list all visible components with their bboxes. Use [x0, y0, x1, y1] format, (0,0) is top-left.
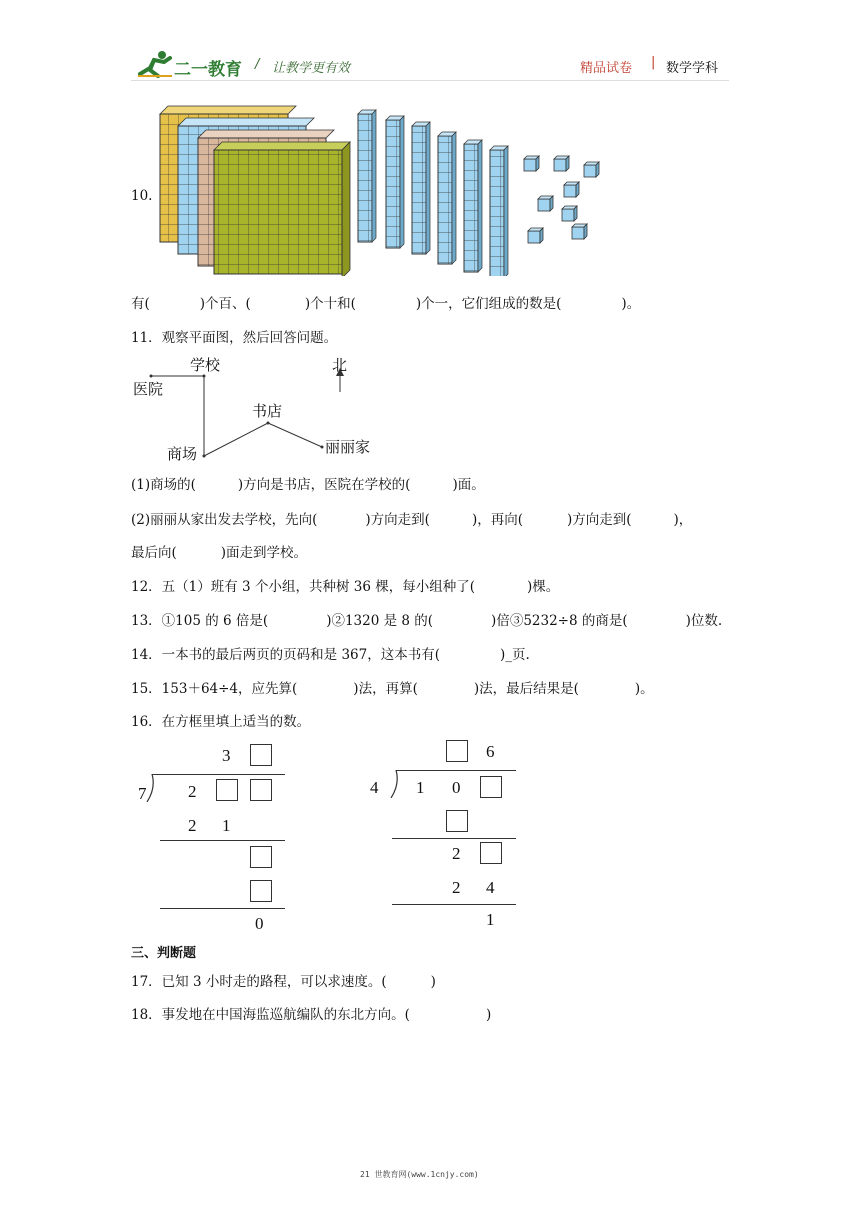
div2-rem: 1 — [486, 910, 495, 929]
div2-q-digit: 6 — [486, 742, 495, 761]
div2-p2b: 4 — [486, 878, 495, 897]
unit-cubes — [524, 156, 599, 243]
base-ten-blocks-figure — [158, 104, 608, 276]
div2-d2: 0 — [452, 778, 461, 797]
division-1 — [130, 738, 300, 938]
ten-rods — [358, 110, 508, 276]
logo-text: 二一教育 — [174, 60, 242, 80]
div2-box-s2[interactable] — [480, 842, 502, 864]
div1-p1b: 1 — [222, 816, 231, 835]
div1-box-d2[interactable] — [216, 779, 238, 801]
q11-part2b: 最后向( )面走到学校。 — [131, 545, 308, 561]
div1-d1: 2 — [188, 782, 197, 801]
slogan-slash: / — [255, 57, 260, 72]
div1-rem: 0 — [255, 914, 264, 933]
q16-title: 16．在方框里填上适当的数。 — [131, 714, 311, 730]
map-lili-home: 丽丽家 — [325, 438, 371, 456]
q15: 15．153＋64÷4，应先算( )法，再算( )法，最后结果是( )。 — [131, 681, 654, 697]
div2-s1: 2 — [452, 844, 461, 863]
header-right-left: 精品试卷 — [580, 61, 633, 76]
map-bookstore: 书店 — [252, 402, 283, 420]
runner-logo-icon — [136, 50, 174, 78]
header — [0, 0, 860, 90]
q11-map — [130, 350, 390, 465]
q17: 17．已知 3 小时走的路程，可以求速度。( ) — [131, 974, 436, 990]
div2-divisor: 4 — [370, 778, 379, 797]
div1-box-r1[interactable] — [250, 846, 272, 868]
q10-text: 有( )个百、( )个十和( )个一，它们组成的数是( )。 — [131, 296, 641, 312]
map-school: 学校 — [190, 356, 221, 374]
div2-box-d3[interactable] — [480, 776, 502, 798]
div2-box-p1[interactable] — [446, 810, 468, 832]
div1-p1a: 2 — [188, 816, 197, 835]
q11-part2: (2)丽丽从家出发去学校，先向( )方向走到( )，再向( )方向走到( )， — [131, 512, 693, 528]
div2-d1: 1 — [416, 778, 425, 797]
q14: 14．一本书的最后两页的页码和是 367，这本书有( )_页. — [131, 647, 530, 663]
hundred-square-green — [214, 142, 350, 276]
map-north: 北 — [332, 356, 348, 374]
q10-number: 10. — [131, 188, 153, 204]
div2-box-q1[interactable] — [446, 740, 468, 762]
div1-box-q2[interactable] — [250, 744, 272, 766]
section3-title: 三、判断题 — [131, 946, 197, 961]
div2-p2a: 2 — [452, 878, 461, 897]
q11-title: 11．观察平面图，然后回答问题。 — [131, 330, 338, 346]
header-rule — [131, 80, 729, 81]
q11-part1: (1)商场的( )方向是书店，医院在学校的( )面。 — [131, 477, 485, 493]
footer-text: 21 世教育网(www.1cnjy.com) — [360, 1170, 479, 1179]
q18: 18．事发地在中国海监巡航编队的东北方向。( ) — [131, 1007, 492, 1023]
div1-box-d3[interactable] — [250, 779, 272, 801]
map-hospital: 医院 — [133, 380, 164, 398]
div1-divisor: 7 — [138, 784, 147, 803]
division-2 — [360, 738, 530, 938]
header-right-right: 数学学科 — [666, 61, 719, 76]
map-mall: 商场 — [167, 445, 198, 463]
div1-box-r2[interactable] — [250, 880, 272, 902]
div2-bracket-icon — [389, 770, 401, 798]
header-divider: | — [651, 55, 656, 70]
slogan: 让教学更有效 — [272, 61, 351, 76]
div1-q-digit: 3 — [222, 746, 231, 765]
q13: 13．①105 的 6 倍是( )②1320 是 8 的( )倍③5232÷8 的商是( )位数. — [131, 613, 723, 629]
q12: 12．五（1）班有 3 个小组，共种树 36 棵，每小组种了( )棵。 — [131, 579, 560, 595]
